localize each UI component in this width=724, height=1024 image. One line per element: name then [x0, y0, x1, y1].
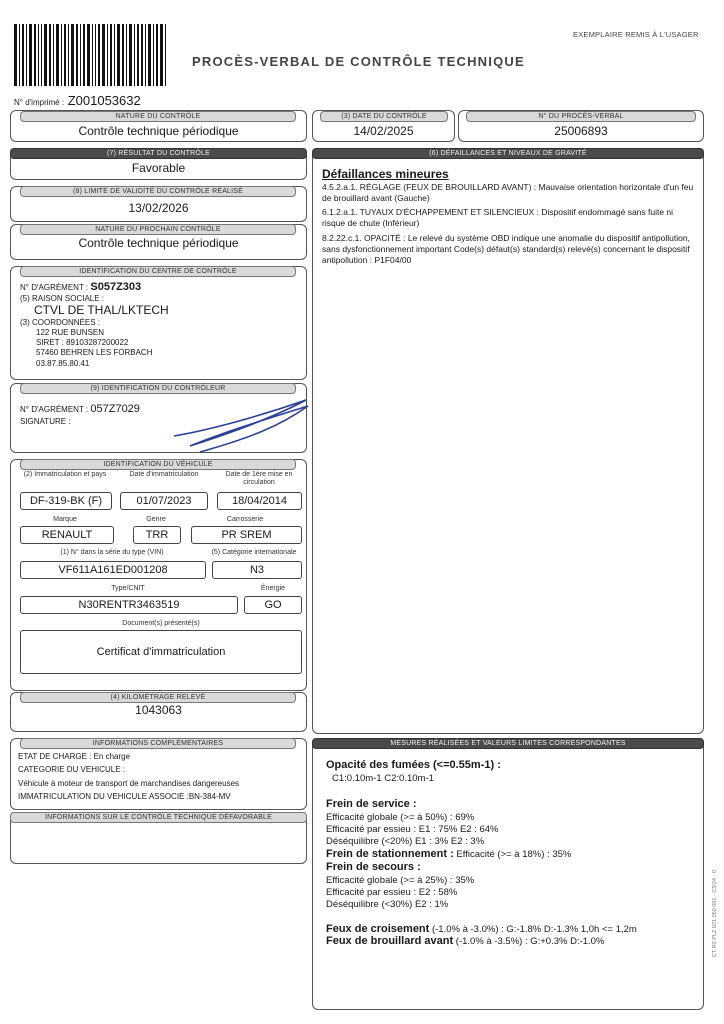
first-circ-field: 18/04/2014	[217, 492, 302, 510]
brouillard-title: Feux de brouillard avant	[326, 935, 454, 947]
centre-agrement	[20, 281, 141, 293]
carrosserie-field: PR SREM	[191, 526, 302, 544]
first-circ-caption: Date de 1ère mise en circulation	[225, 471, 293, 486]
infos-header: INFORMATIONS COMPLÉMENTAIRES	[20, 738, 296, 749]
defavorable-header: INFORMATIONS SUR LE CONTRÔLE TECHNIQUE DÉFAVORABLE	[10, 812, 307, 823]
genre-caption: Genre	[146, 516, 166, 523]
documents-caption: Document(s) présenté(s)	[122, 620, 200, 627]
controleur-agrement-value: 057Z7029	[90, 403, 140, 415]
brouillard-row	[326, 936, 604, 947]
copy-label: EXEMPLAIRE REMIS À L'USAGER	[573, 30, 699, 39]
centre-agrement-value: S057Z303	[90, 281, 142, 293]
pv-header: N° DU PROCÈS-VERBAL	[466, 111, 696, 122]
signature-image	[160, 396, 310, 456]
raison-label: (5) RAISON SOCIALE :	[20, 294, 105, 303]
marque-caption: Marque	[53, 516, 77, 523]
imprime-label: N° d'imprimé :	[14, 98, 65, 107]
signature-label: SIGNATURE :	[20, 417, 71, 426]
infos-line-4: IMMATRICULATION DU VEHICULE ASSOCIE :BN-384-MV	[18, 792, 231, 801]
infos-line-3: Véhicule à moteur de transport de marchandises dangereuses	[18, 779, 240, 788]
croisement-title: Feux de croisement	[326, 923, 430, 935]
secours-line-1: Efficacité globale (>= à 25%) : 35%	[326, 875, 475, 886]
next-control-header: NATURE DU PROCHAIN CONTRÔLE	[20, 224, 296, 235]
controleur-agrement	[20, 403, 140, 415]
stationnement-title: Frein de stationnement :	[326, 848, 454, 860]
service-line-1: Efficacité globale (>= à 50%) : 69%	[326, 812, 475, 823]
type-caption: Type/CNIT	[111, 585, 145, 592]
defaillance-item-1: 4.5.2.a.1. RÉGLAGE (FEUX DE BROUILLARD AVANT) : Mauvaise orientation horizontale d'un feu de brouillard avant (Gauche)	[322, 182, 694, 203]
categorie-field: N3	[212, 561, 302, 579]
croisement-value: (-1.0% à -3.0%) : G:-1.8% D:-1.3% 1,0h <= 1,2m	[431, 924, 637, 935]
service-title: Frein de service :	[326, 798, 417, 810]
opacite-title: Opacité des fumées (<=0.55m-1) :	[326, 759, 501, 771]
vin-caption: (1) N° dans la série du type (VIN)	[60, 549, 164, 556]
coord-label: (3) COORDONNÉES :	[20, 318, 101, 327]
imprime-number	[14, 93, 141, 108]
document-title: PROCÈS-VERBAL DE CONTRÔLE TECHNIQUE	[192, 54, 525, 69]
date-value: 14/02/2025	[353, 124, 414, 138]
vin-field: VF611A161ED001208	[20, 561, 206, 579]
validity-value: 13/02/2026	[128, 201, 189, 215]
energie-field: GO	[244, 596, 302, 614]
result-header: (7) RÉSULTAT DU CONTRÔLE	[10, 148, 307, 159]
date-immat-caption: Date d'immatriculation	[129, 471, 199, 478]
croisement-row	[326, 924, 637, 935]
stationnement-row	[326, 849, 571, 860]
next-control-value: Contrôle technique périodique	[78, 236, 239, 250]
mesures-header: MESURES RÉALISÉES ET VALEURS LIMITES CORRESPONDANTES	[312, 738, 704, 749]
marque-field: RENAULT	[20, 526, 114, 544]
immat-caption: (2) Immatriculation et pays	[23, 471, 107, 478]
km-value: 1043063	[135, 703, 182, 717]
categorie-caption: (5) Catégorie internationale	[211, 549, 297, 556]
controleur-header: (9) IDENTIFICATION DU CONTRÔLEUR	[20, 383, 296, 394]
centre-agrement-label: N° D'AGRÉMENT :	[20, 283, 89, 292]
immat-field: DF-319-BK (F)	[20, 492, 112, 510]
centre-city: 57460 BEHREN LES FORBACH	[36, 348, 153, 357]
documents-field: Certificat d'immatriculation	[20, 630, 302, 674]
opacite-value: C1:0.10m-1 C2:0.10m-1	[332, 773, 434, 784]
secours-title: Frein de secours :	[326, 861, 421, 873]
brouillard-value: (-1.0% à -3.5%) : G:+0.3% D:-1.0%	[455, 936, 605, 947]
centre-phone: 03.87.85.80.41	[36, 359, 90, 368]
side-code: CT R2 PLZ 021 050 001 - C5/24 - 0	[712, 870, 718, 958]
centre-siret: SIRET : 89103287200022	[36, 338, 129, 347]
defaillance-item-2: 6.1.2.a.1. TUYAUX D'ÉCHAPPEMENT ET SILENCIEUX : Dispositif endommagé sans fuite ni risque de chute (Inférieur)	[322, 207, 674, 228]
centre-header: IDENTIFICATION DU CENTRE DE CONTRÔLE	[20, 266, 296, 277]
barcode	[14, 24, 170, 86]
imprime-value: Z001053632	[67, 93, 141, 108]
type-field: N30RENTR3463519	[20, 596, 238, 614]
infos-line-1: ETAT DE CHARGE : En charge	[18, 752, 131, 761]
genre-field: TRR	[133, 526, 181, 544]
energie-caption: Énergie	[260, 585, 286, 592]
secours-line-2: Efficacité par essieu : E2 : 58%	[326, 887, 458, 898]
infos-line-2: CATEGORIE DU VEHICULE :	[18, 765, 125, 774]
nature-value: Contrôle technique périodique	[78, 124, 239, 138]
date-header: (3) DATE DU CONTRÔLE	[320, 111, 448, 122]
controleur-agrement-label: N° D'AGRÉMENT :	[20, 405, 89, 414]
service-line-3: Déséquilibre (<20%) E1 : 3% E2 : 3%	[326, 836, 485, 847]
nature-header: NATURE DU CONTRÔLE	[20, 111, 296, 122]
secours-line-3: Déséquilibre (<30%) E2 : 1%	[326, 899, 449, 910]
raison-value: CTVL DE THAL/LKTECH	[34, 303, 169, 317]
km-header: (4) KILOMÉTRAGE RELEVÉ	[20, 692, 296, 703]
defaillance-item-3: 8.2.22.c.1. OPACITÉ : Le relevé du système OBD indique une anomalie du dispositif antipollution, sans dysfonctionnement important Code(s) défaut(s) standard(s) relevé(s) concernant le dispositif antipollution : P1F04/00	[322, 233, 690, 265]
validity-header: (8) LIMITE DE VALIDITÉ DU CONTRÔLE RÉALISÉ	[20, 186, 296, 197]
centre-address: 122 RUE BUNSEN	[36, 328, 105, 337]
pv-value: 25006893	[554, 124, 608, 138]
result-value: Favorable	[131, 161, 186, 175]
defaillances-header: (6) DÉFAILLANCES ET NIVEAUX DE GRAVITÉ	[312, 148, 704, 159]
defaillances-title: Défaillances mineures	[322, 167, 449, 181]
carrosserie-caption: Carrosserie	[226, 516, 264, 523]
vehicule-header: IDENTIFICATION DU VÉHICULE	[20, 459, 296, 470]
date-immat-field: 01/07/2023	[120, 492, 208, 510]
service-line-2: Efficacité par essieu : E1 : 75% E2 : 64%	[326, 824, 499, 835]
stationnement-value: Efficacité (>= à 18%) : 35%	[456, 849, 572, 860]
